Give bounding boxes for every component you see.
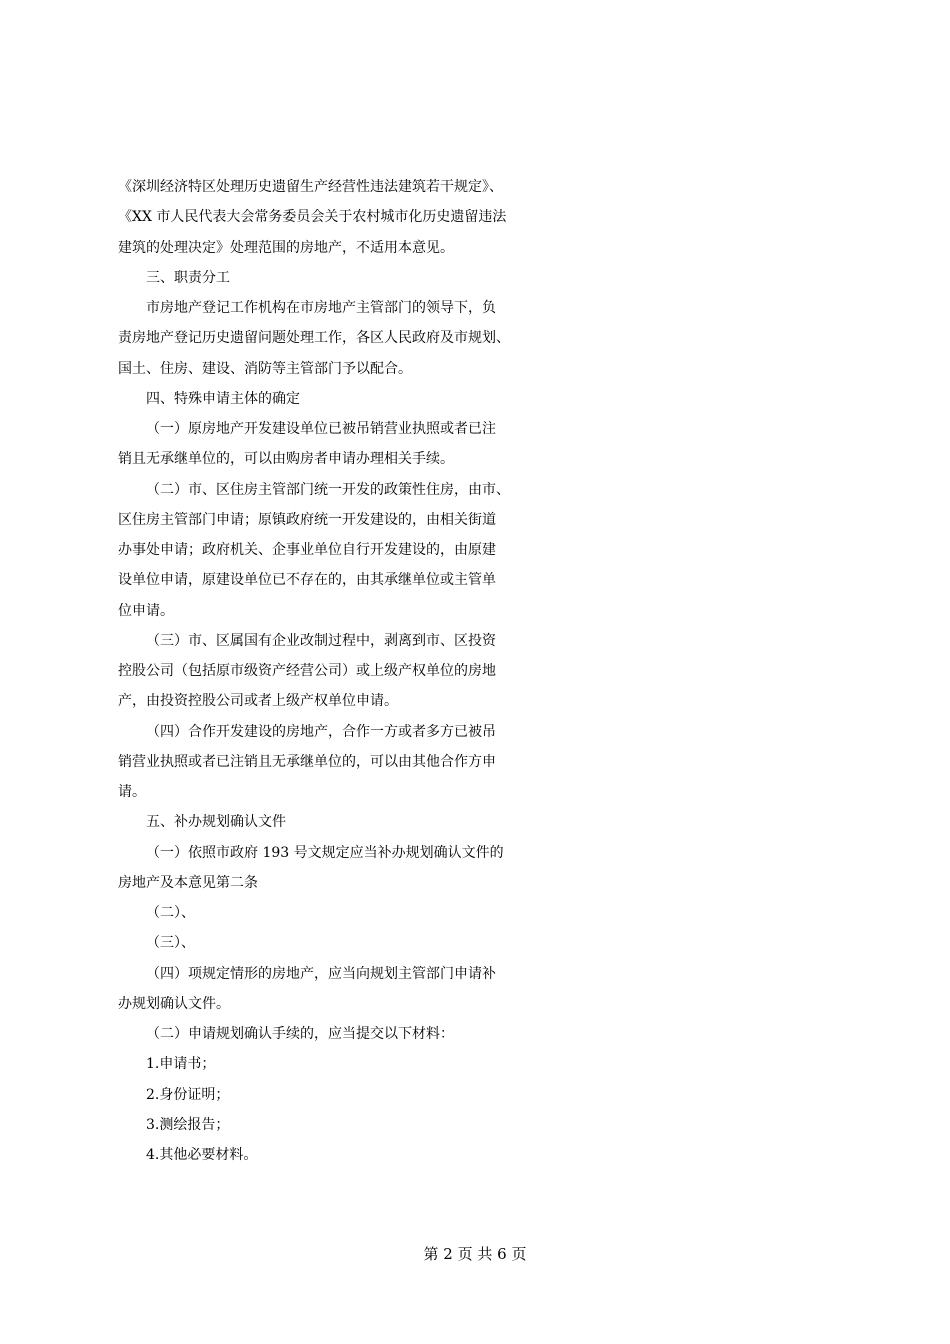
document-body — [118, 172, 838, 1170]
section-heading: 五、补办规划确认文件 — [146, 814, 286, 831]
list-item: 3.测绘报告； — [146, 1116, 230, 1133]
body-line: 国土、住房、建设、消防等主管部门予以配合。 — [118, 360, 412, 377]
body-line: 位申请。 — [118, 602, 174, 619]
body-line: 《XX 市人民代表大会常务委员会关于农村城市化历史遗留违法 — [118, 209, 507, 226]
body-line: 办事处申请；政府机关、企事业单位自行开发建设的，由原建 — [118, 542, 496, 558]
body-line: 设单位申请，原建设单位已不存在的，由其承继单位或主管单 — [118, 572, 496, 589]
list-item: 1.申请书； — [146, 1056, 216, 1073]
section-heading: 四、特殊申请主体的确定 — [146, 390, 300, 407]
body-line: 市房地产登记工作机构在市房地产主管部门的领导下，负 — [146, 300, 496, 316]
body-line: 控股公司（包括原市级资产经营公司）或上级产权单位的房地 — [118, 663, 496, 679]
body-line: 责房地产登记历史遗留问题处理工作，各区人民政府及市规划、 — [118, 330, 510, 347]
body-line: 办规划确认文件。 — [118, 995, 230, 1012]
body-line: （三）市、区属国有企业改制过程中，剥离到市、区投资 — [146, 632, 496, 649]
list-item: 4.其他必要材料。 — [146, 1147, 258, 1163]
body-line: 销营业执照或者已注销且无承继单位的，可以由其他合作方申 — [118, 753, 496, 770]
body-line: （一）原房地产开发建设单位已被吊销营业执照或者已注 — [146, 421, 496, 437]
page-number-footer: 第 2 页 共 6 页 — [423, 1245, 527, 1263]
body-line: 建筑的处理决定》处理范围的房地产，不适用本意见。 — [118, 239, 454, 256]
body-line: （四）合作开发建设的房地产，合作一方或者多方已被吊 — [146, 723, 496, 740]
body-line: （一）依照市政府 193 号文规定应当补办规划确认文件的 — [146, 844, 504, 861]
body-line: （二）市、区住房主管部门统一开发的政策性住房，由市、 — [146, 481, 510, 498]
body-line: 房地产及本意见第二条 — [118, 874, 258, 891]
body-line: （四）项规定情形的房地产，应当向规划主管部门申请补 — [146, 965, 496, 982]
body-line: 区住房主管部门申请；原镇政府统一开发建设的，由相关街道 — [118, 511, 496, 528]
body-line: 销且无承继单位的，可以由购房者申请办理相关手续。 — [118, 451, 454, 468]
list-item: 2.身份证明； — [146, 1086, 230, 1103]
body-line: （二）、 — [146, 905, 195, 921]
body-line: （二）申请规划确认手续的，应当提交以下材料： — [146, 1026, 454, 1042]
body-line: 产，由投资控股公司或者上级产权单位申请。 — [118, 693, 398, 710]
body-line: 请。 — [118, 784, 146, 800]
body-line: （三）、 — [146, 935, 195, 952]
body-line: 《深圳经济特区处理历史遗留生产经营性违法建筑若干规定》、 — [118, 179, 503, 195]
section-heading: 三、职责分工 — [146, 269, 230, 286]
